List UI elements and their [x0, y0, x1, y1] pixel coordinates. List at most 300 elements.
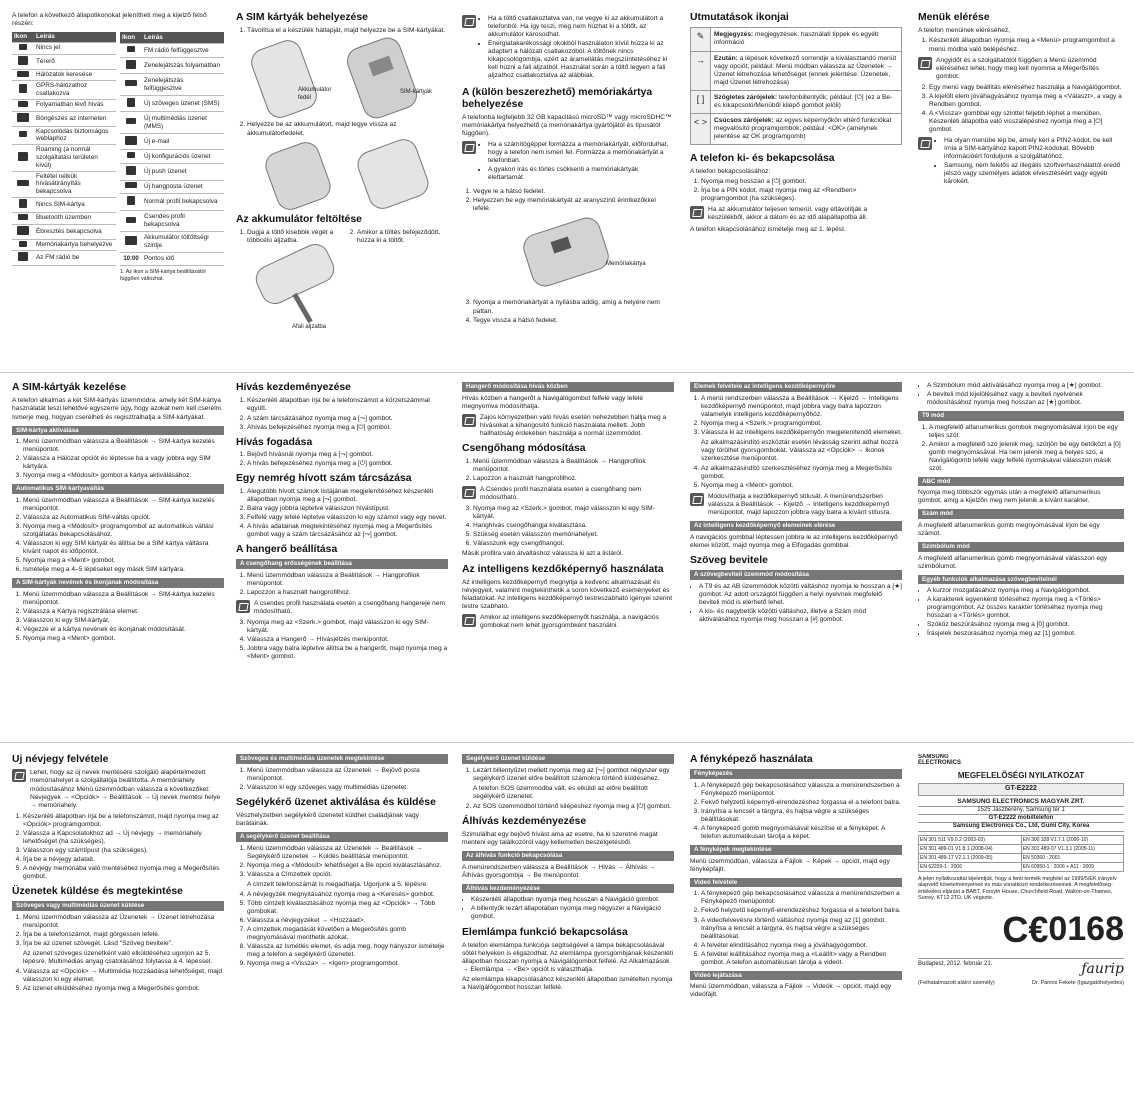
heading-guide: Útmutatások ikonjai: [690, 12, 789, 23]
signature-image: ƒaurip: [1081, 960, 1124, 977]
note-bullet: • Ha a töltő csatlakoztatva van, ne vegye ki az akkumulátort a telefonból. Ha így teszi, meg nem húzhat ki a töltőt, az akkumulátor károsodhat.: [488, 15, 674, 39]
step: 3. Nyomja meg az <Szerk.> gombot, majd válasszon ki egy SIM-kártyát.: [247, 619, 448, 635]
table-row: [12, 145, 116, 171]
step: 3. Nyomja meg a <Módosít> gombot a kártya aktiválásához.: [23, 472, 224, 480]
step: 2. Helyezze be az akkumulátort, majd tegye vissza az akkumulátorfedelet.: [247, 121, 448, 137]
note-bullet: • Energiatakarékossági okokból használaton kívül húzza ki az adaptert a hálózati csatlakozóból. A töltőnek nincs kikapcsológombja, ezért az áramellátás megszüntetéséhez ki kell húzni a fali aljzatból. Használat során a töltő legyen a fali aljzathoz csatlakoztatva az alábbiak.: [488, 40, 674, 80]
status-icon: [126, 166, 136, 175]
note-text: Amikor az intelligens kezdőképernyőt használja, a navigációs gombokat nem lehet gyorsgombként használni.: [480, 614, 659, 630]
icon-description: Normál profil bekapcsolva: [142, 194, 224, 211]
step: 5. Jobbra vagy balra léptetve állítsa be a hangerőt, majd nyomja meg a <Ment> gombot.: [247, 645, 448, 661]
heading-make-call: Hívás kezdeményezése: [236, 382, 351, 393]
declaration-body: A jelen nyilatkozattal kijelentjük, hogy a fenti termék megfelel az 1999/5/EK irányelv alapvető követelményeinek és más vonatkozó rendelkezéseinek. A megfelelőség-értékelési eljárást a BABT, Forsyth House, Churchfield Road, Walton-on-Thames, Surrey, KT12 2TD, UK végezte.: [918, 876, 1117, 902]
status-icon: [127, 98, 135, 107]
step: • A kurzor mozgatásához nyomja meg a Navigálógombot.: [927, 587, 1124, 595]
table-row: [120, 95, 224, 112]
icon-description: Új e-mail: [142, 133, 224, 150]
heading-text-input: Szöveg bevitele: [690, 554, 768, 566]
step: 3. Nyomja meg a <Módosít> programgombot az automatikus váltási szolgáltatás bekapcsolásához.: [23, 523, 224, 539]
model-name: GT-E2222 mobiltelefon: [918, 815, 1124, 823]
label-wall-jack: Afali aljzatba: [292, 324, 327, 331]
panel-contacts: [12, 754, 224, 1109]
paragraph: Az intelligens kezdőképernyő megnyitja a kedvenc alkalmazásait és névjegyeit, valamint megtekinthetik a soron következő eseményeket és feladatokat. Az intelligens kezdőképernyő testreszabható igényei szerint testre szabható.: [462, 578, 673, 611]
step: • A karakterek egyenkénti törléséhez nyomja meg a <Törlés> programgombot. Az összes karakter törléséhez nyomja meg hosszan a <Törlés> gombot.: [927, 596, 1124, 620]
manufacturer: Samsung Electronics Co., Ltd, Gumi City, Korea: [918, 823, 1124, 831]
subheading: A segélykérő üzenet beállítása: [236, 832, 448, 842]
step: 2. Nyomja meg a <Módosít> lehetőséget a Be opció kiválasztásához.: [247, 862, 448, 870]
step: • A beviteli mód kijelöléséhez vagy a beviteli nyelvének módosításához nyomja meg hosszan az [★] gombot.: [927, 391, 1124, 407]
table-row: [12, 198, 116, 213]
standards-row: [919, 863, 1124, 872]
status-icon: [17, 113, 29, 122]
table-row: [120, 57, 224, 74]
icon-description: Nincs SIM-kártya: [34, 198, 116, 213]
signature-note: (Felhatalmazott aláíró személy): [918, 979, 995, 986]
phone-cover-illustration: [354, 135, 433, 213]
paragraph: Menü üzemmódban, válassza a Fájlok → Videók → opciót, majd egy videófájlt.: [690, 983, 892, 999]
table-row: [120, 150, 224, 163]
subheading: Szimbólum mód: [918, 542, 1124, 552]
heading-sos: Segélykérő üzenet aktiválása és küldése: [236, 796, 436, 808]
memory-paragraph: A telefonba legfeljebb 32 GB kapacitású microSD™ vagy microSDHC™ memóriakártya helyezhető (a memóriakártya gyártójától és típusától függően).: [462, 114, 672, 138]
illustration-battery: [236, 140, 448, 208]
step: 3. Ahívás befejezéséhez nyomja meg a [⏻] gombot.: [247, 424, 448, 432]
paragraph: Hívás közben a hangerőt a Navigálógombot felfelé vagy lefelé megnyomva módosíthatja.: [462, 394, 644, 410]
icon-description: Böngészés az interneten: [34, 111, 116, 126]
note-icon: [918, 137, 932, 150]
note-text: A csendes profil használata esetén a csengőhang hangereje nem módosítható.: [254, 599, 445, 615]
step: 5. Nyomja meg a <Ment> gombot.: [23, 635, 224, 643]
step: 3. Válasszon egy számtípust (ha szükséges).: [23, 847, 224, 855]
note-icon: [690, 206, 704, 219]
subheading: Szöveges és multimédiás üzenetek megtekintése: [236, 754, 448, 764]
note-icon: [690, 493, 704, 506]
declaration-title: MEGFELELŐSÉGI NYILATKOZAT: [957, 770, 1085, 780]
panel-sim-manage: [12, 382, 224, 737]
col-header-icon: Ikon: [12, 32, 34, 42]
step: • A billentyűk lezárt állapotában nyomja meg négyszer a Navigáció gombot.: [471, 905, 674, 921]
subheading: Szám mód: [918, 509, 1124, 519]
guide-symbol-icon: →: [691, 51, 711, 90]
status-icon: [126, 60, 136, 69]
status-icon: [18, 214, 28, 220]
heading-memory-card: A (külön beszerezhető) memóriakártya behelyezése: [462, 87, 653, 110]
status-icon: [125, 236, 137, 245]
step: 5. Nyomja meg a <Ment> gombot.: [23, 557, 224, 565]
notified-body-number: 0168: [1048, 909, 1124, 948]
status-icon: [127, 152, 135, 158]
guide-term: Szögletes zárójelek:: [714, 93, 778, 101]
table-row: [12, 99, 116, 111]
step: 2. Válassza a Kapcsolatokhoz ad → Új névjegy → memóriahely lehetőséget (ha szükséges).: [23, 830, 224, 846]
step: 1. Bejövő hívásnál nyomja meg a [⤳] gombot.: [247, 451, 448, 459]
heading-sim-insert: A SIM kártyák behelyezése: [236, 12, 368, 23]
step: 2. Amikor a megfelelő szó jelenik meg, szűrjön be egy betűközt a [0] gomb megnyomásával. Ha nem jelenik meg a helyes szó, a Navigálógomb lefelé vagy felfelé nyomásával válasszon másik szót.: [929, 441, 1124, 473]
note-bullet: • A gyakori írás és törlés csökkenti a memóriakártyák élettartamát.: [488, 166, 674, 182]
product-code: GT-E2222: [918, 783, 1124, 796]
step: 1. A fényképező gép bekapcsolásához válassza a menürendszerben a Fényképező menüpontot.: [701, 782, 902, 798]
step: 1. Menü üzemmódban válassza a Beállítások → Hangprofilok menüpontot.: [247, 572, 448, 588]
note-bullet: • Ha olyan menübe lép be, amely kéri a PIN2-kódot, be kell írnia a SIM-kártyához kapott PIN2-kódokat. Bővebb információért forduljunk a szolgáltatóhoz.: [944, 137, 1124, 161]
paragraph: A telefon elemlámpa funkciója segítségével a lámpa bekapcsolásával sötét helyeken is eligazodhat. Az elemlámpa gyorsgombjának készenléti állapotban hosszan nyomja a Navigálógombot felfelé. Az Alkalmazások → Elemlámpa → <Be> opciót is választhatja.: [462, 941, 674, 974]
guide-symbol-icon: < >: [691, 113, 711, 144]
label-sim-cards: SIM-kártyák: [400, 89, 433, 96]
note-bullet: • Ha a számítógéppel formázza a memóriakártyát, előfordulhat, hogy a telefon nem ismeri fel. Formázza a memóriakártyát a telefonban.: [488, 141, 674, 165]
subheading: Egyéb funkciók alkalmazása szövegbevitelnél: [918, 575, 1124, 585]
icon-description: Memóriakártya behelyezve: [34, 239, 116, 251]
step: 1. Készenléti állapotban nyomja meg a <Menü> programgombot a menü módba való belépéshez.: [929, 37, 1124, 53]
standard-cell: EN 301 511 V9.0.2 (2003-03): [919, 835, 1022, 844]
step: 3. A videofelvevésre történő váltáshoz nyomja meg az [1] gombot. Irányítsa a lencsét a tárgyra, és hajtsa végre a szükséges beállításokat.: [701, 917, 902, 941]
step: 4. Végezze el a kártya nevének és ikonjának módosítását.: [23, 626, 224, 634]
subheading: Az intelligens kezdőképernyő elemeinek elérése: [690, 521, 902, 531]
step: 2. Írja be a PIN kódot, majd nyomja meg az <Rendben> programgombot (ha szükséges).: [701, 187, 902, 203]
icon-description: Feltétel nélküli hívásátirányítás bekapcsolva: [34, 171, 116, 197]
status-icon: [127, 46, 135, 52]
indent-paragraph: Az alkalmazásindító eszköztár esetén lévásság szerint adhat hozzá vagy törölhet gyorsgombokat. Válassza az <Opciók> → Ikonok szerkesztése menüpontot.: [701, 438, 899, 462]
heading-new-contact: Új névjegy felvétele: [12, 754, 109, 765]
step: 4. Tegye vissza a hátsó fedelet.: [473, 317, 674, 325]
on-note: [690, 206, 902, 222]
samsung-logo: SAMSUNG ELECTRONICS: [918, 754, 962, 767]
icon-description: Akkumulátor töltöttségi szintje: [142, 232, 224, 253]
step: • Készenléti állapotban nyomja meg hosszan a Navigáció gombot.: [471, 896, 674, 904]
menu-note: [918, 57, 1124, 81]
note-icon: [236, 600, 250, 613]
volume-note: [236, 600, 448, 616]
step: 5. A felvétel leállításához nyomja meg a <Leállít> vagy a Rendben gombot. A telefon automatikusan tárolja a videót.: [701, 951, 902, 967]
status-icon: [19, 84, 27, 93]
icon-description: Roaming (a normál szolgáltatási területen kívül): [34, 145, 116, 171]
icon-description: Kapcsolódás biztonságos weblaphoz: [34, 126, 116, 145]
guide-row: [691, 51, 902, 90]
phone-battery-illustration: [261, 138, 334, 214]
step: 2. Válasszon ki egy szöveges vagy multimédiás üzenetet.: [247, 784, 448, 792]
phone-back-illustration: [247, 37, 320, 122]
paragraph: A navigációs gombbal léptessen jobbra le az intelligens kezdőképernyő elemei között, majd nyomja meg a Elfogadás gombbal.: [690, 533, 898, 549]
charging-note: [462, 15, 674, 83]
status-icon: [126, 217, 136, 223]
table-row: [12, 224, 116, 239]
paragraph: A menürendszerben válassza a Beállítások → Hívás → Álhívás → Álhívás gyorsgombja → Be menüpontot.: [462, 863, 656, 879]
step: 5. Több címzett kiválasztásához nyomja meg az <Opciók> → Több gombokat.: [247, 900, 448, 916]
heading-on-off: A telefon ki- és bekapcsolása: [690, 152, 835, 164]
step: 4. Válassza a Hangerő → Hívásjelzés menüpontot.: [247, 636, 448, 644]
step: 4. A névjegyzék megnyitásához nyomja meg a <Keresés> gombot.: [247, 891, 448, 899]
guide-desc: az egyes képernyőkön eltérő funkciókat megvalósító programgombok; például: <OK> (amelynek jelentése az OK programgomb): [714, 116, 892, 140]
subheading: Álhívás kezdeményezése: [462, 884, 674, 894]
table-row: [120, 133, 224, 150]
step: • A kis- és nagybetűk közötti váltáshoz, illetve a Szám mód aktiválásához nyomja meg hosszan a [#] gombot.: [699, 608, 902, 624]
col-header-desc: Leírás: [34, 32, 116, 42]
col-header-desc: Leírás: [142, 32, 224, 44]
heading-charge: Az akkumulátor feltöltése: [236, 213, 362, 225]
guide-desc: telefonbillentyűk; például: [⏻] (ez a Be- és kikapcsoló/Menüből kilépő gombot jelöli): [714, 93, 893, 109]
standard-cell: EN 301 489-07 V1.3.1 (2005-11): [1021, 844, 1123, 853]
note-icon: [462, 486, 476, 499]
subheading: T9 mód: [918, 411, 1124, 421]
step: 1. Dugja a töltő kisebbik végét a többcélú aljzatba.: [247, 229, 338, 245]
status-icon: [18, 252, 28, 261]
standard-cell: EN 301 489-17 V2.1.1 (2009-05): [919, 853, 1022, 862]
heading-fake-call: Álhívás kezdeményezése: [462, 815, 587, 827]
step: 5. Szükség esetén válasszon memóriahelyet.: [473, 531, 674, 539]
standard-cell: EN 301 489-01 V1.8.1 (2008-04): [919, 844, 1022, 853]
table-row: [12, 54, 116, 69]
note-icon: [12, 769, 26, 782]
status-icon: [125, 136, 137, 145]
step: 6. Válassza a névjegyzéket → <Hozzáad>.: [247, 917, 448, 925]
heading-volume: A hangerő beállítása: [236, 543, 338, 555]
guide-term: Ezután:: [714, 54, 738, 62]
standards-row: [919, 844, 1124, 853]
step: 2. Az SOS üzemmódból történő kilépéshez nyomja meg a [⏻] gombot.: [473, 803, 674, 811]
subheading: Szöveges vagy multimédiás üzenet küldése: [12, 901, 224, 911]
table-row: [12, 126, 116, 145]
step: 1. Távolítsa el a készülék hátlapját, majd helyezze be a SIM-kártyákat.: [247, 27, 448, 35]
icon-description: Zenelejátszás felfüggesztve: [142, 74, 224, 95]
note-icon: [462, 15, 476, 28]
step: 1. Menü üzemmódban válassza a Beállítások → SIM-kártya kezelés menüpontot.: [23, 497, 224, 513]
table-row: [120, 194, 224, 211]
step: 2. Válassza a Hálózat opciót és léptesse ba a vagy jobbra egy SIM kártyára.: [23, 455, 224, 471]
heading-smart-home: Az intelligens kezdőképernyő használata: [462, 563, 664, 575]
panel-sos-send: [462, 754, 674, 1109]
icon-description: FM rádió felfüggesztve: [142, 44, 224, 57]
heading-ringtone: Csengőhang módosítása: [462, 442, 586, 454]
step: 2. A hívás befejezéséhez nyomja meg a [⏻] gombot.: [247, 460, 448, 468]
step: 1. Nyomja meg hosszan a [⏻] gombot.: [701, 178, 902, 186]
step: 5. A névjegy memóriába való mentéséhez nyomja meg a Megerősítés gombot.: [23, 865, 224, 881]
step: 2. Egy menü vagy beállítás eléréséhez használja a Navigálógombot.: [929, 84, 1124, 92]
step: 5. Nyomja meg a <Ment> gombot.: [701, 482, 902, 490]
guide-symbol-icon: ✎: [691, 28, 711, 51]
icon-description: Bluetooth üzemben: [34, 212, 116, 224]
guide-desc: megjegyzések, használati tippek és egyéb információ: [714, 31, 879, 47]
note-text: Angyidőt és a szolgáltatótól függően a Menü üzemmód eléréséhez lehet, hogy meg kell nyomnia a Megerősítés gombot.: [936, 56, 1100, 80]
step: 1. Vegye le a hátsó fedelet.: [473, 188, 674, 196]
panel-ringtone: [462, 382, 674, 737]
step: 6. Válasszunk egy csengőhangot.: [473, 540, 674, 548]
status-icon: [18, 152, 28, 161]
standard-cell: EN 50360 : 2001: [1021, 853, 1123, 862]
panel-input-modes: [918, 382, 1124, 737]
subheading: Videó lejátszása: [690, 971, 902, 981]
table-row: [120, 163, 224, 180]
note-text: A Csendes profil használata esetén a csengőhang nem módosítható.: [480, 486, 642, 502]
menus-intro: A telefon menüinek eléréséhez,: [918, 27, 1011, 35]
table-row: [12, 212, 116, 224]
subheading: Az álhívás funkció bekapcsolása: [462, 851, 674, 861]
paragraph: A megfelelő alfanumerikus gomb megnyomásával válasszon egy szimbólumot.: [918, 554, 1108, 570]
table-row: [12, 251, 116, 266]
note-text: Módosíthatja a kezdőképernyő stílusát. A menürendszerben válassza a Beállítások → Kijelző → Intelligens kezdőképernyő menüpontot, majd lapozzon jobbra vagy balra a kívánt stílusra.: [708, 492, 892, 516]
step: 3. Válassza ki az intelligens kezdőképernyőn megjelenítendő elemeket.: [701, 429, 902, 437]
panel-memory-card: [462, 12, 674, 367]
ringtone-note: [462, 486, 674, 502]
step: 2. Fekvő helyzetű képernyő-elrendezéshez forgassa el a telefont balra.: [701, 907, 902, 915]
col-header-icon: Ikon: [120, 32, 142, 44]
icon-description: Új szöveges üzenet (SMS): [142, 95, 224, 112]
step: 8. Válassza az Ismétlés elemet, és adja meg, hogy hányszor ismételje meg a telefon a segélykérő üzenetet.: [247, 943, 448, 959]
smart-home-note: [462, 614, 674, 630]
status-icon: [19, 131, 27, 137]
heading-answer-call: Hívás fogadása: [236, 436, 313, 448]
step: • Írásjelek beszúrásához nyomja meg az [1] gombot.: [927, 630, 1124, 638]
step: 3. Felfelé vagy lefelé léptetve válasszon ki egy számot vagy egy nevet.: [247, 514, 448, 522]
paragraph: Nyomja meg többször egymás után a megfelelő alfanumerikus gombot, amíg a kijelzőn meg nem jelenik a kívánt karakter.: [918, 489, 1101, 505]
icon-description: Csendes profil bekapcsolva: [142, 210, 224, 231]
step: 2. Nyomja meg a <Szerk.> programgombot.: [701, 420, 902, 428]
status-icon: [19, 199, 27, 208]
indent-paragraph: Az üzenet szöveges üzenetként való elküldéséhez ugorjon az 5. lépésre. Multimédiás anyag csatolásához folytassa a 4. lépéssel.: [23, 949, 213, 965]
icon-table-right: [120, 32, 224, 266]
paragraph: Vészhelyzetben segélykérő üzenetet küldhet családjának vagy barátainak.: [236, 812, 419, 828]
icon-description: Nincs jel: [34, 42, 116, 54]
table-row: [12, 69, 116, 81]
indent-paragraph: A címzett telefonszámát is megadhatja. Ugorjunk a 5. lépésre.: [247, 880, 429, 888]
company-name: SAMSUNG ELECTRONICS MAGYAR ZRT.: [918, 798, 1124, 807]
status-icon: [125, 80, 137, 86]
icon-description: Új hangposta üzenet: [142, 180, 224, 193]
step: 3. Válasszon ki egy SIM-kártyát.: [23, 617, 224, 625]
icon-table-left: [12, 32, 116, 266]
panel-sim-insert: [236, 12, 448, 367]
memory-note: [462, 141, 674, 185]
status-icon: [125, 182, 137, 188]
step: 4. Válassza az <Opciók> → Multimédia hozzáadása lehetőséget, majd válasszon ki egy elemet.: [23, 968, 224, 984]
subheading: A csengőhang erősségének beállítása: [236, 559, 448, 569]
step: • A Szimbólum mód aktiválásához nyomja meg a [★] gombot.: [927, 382, 1124, 390]
illustration-memory-card: [462, 217, 674, 295]
step: 2. A szám tárcsázásához nyomja meg a [⤳] gombot.: [247, 415, 448, 423]
subheading: Automatikus SIM-kártyaváltás: [12, 484, 224, 494]
table-row: [120, 210, 224, 231]
paragraph: A megfelelő alfanumerikus gomb megnyomásával írjon be egy számot.: [918, 522, 1100, 538]
phone-card-illustration: [520, 214, 613, 290]
step: 2. Balra vagy jobbra léptetve válasszon hívástípust.: [247, 505, 448, 513]
step: 4. A <Vissza> gombbal egy szinttel feljebb léphet a menüben. Készenléti állapotba való visszalépéshez nyomja meg a [⏻] gombot.: [929, 110, 1124, 134]
note-text: Ha az akkumulátor teljesen lemerül, vagy eltávolítják a készülékből, akkor a dátum és az idő alapállapotba áll.: [708, 206, 868, 222]
status-icon: [18, 56, 28, 65]
panel-guide: [690, 12, 902, 367]
label-memory-card: Memóriakártya: [606, 261, 646, 268]
subheading: Segélykérő üzenet küldése: [462, 754, 674, 764]
table-row: [120, 44, 224, 57]
step: 2. Helyezzen be egy memóriakártyát az aranyszínű érintkezőkkel lefelé.: [473, 197, 674, 213]
panel-sos-setup: [236, 754, 448, 1109]
subheading: Fényképezés: [690, 769, 902, 779]
status-icon: [17, 226, 29, 235]
standards-row: [919, 853, 1124, 862]
step: 1. Menü üzemmódban válassza a Beállítások → SIM-kártya kezelés menüpontot.: [23, 591, 224, 607]
call-volume-note: [462, 414, 674, 438]
step: 5. Az üzenet elküldéséhez nyomja meg a Megerősítés gombot.: [23, 985, 224, 993]
illustration-charger: [236, 248, 448, 332]
note-text: Lehet, hogy az új nevek mentésére szolgáló alapértelmezett memóriahelyet a szolgáltatója beállította. A memóriahely módosításához Menü üzemmódban válassza a következőket: Névjegyek → <Opciók> → Beállítások → Új nevek mentési helye → memóriahely.: [30, 769, 221, 809]
step: 4. Az alkalmazásindító szerkesztéséhez nyomja meg a Megerősítés gombot.: [701, 465, 902, 481]
panel-menus: [918, 12, 1124, 367]
icons-intro: A telefon a következő állapotikonokat jelenítheti meg a kijelző felső részén:: [12, 12, 207, 28]
guide-term: Csúcsos zárójelek:: [714, 116, 774, 124]
table-row: [12, 81, 116, 100]
subheading: ABC mód: [918, 477, 1124, 487]
ce-mark: C€ 0168: [1002, 908, 1124, 950]
sim-manage-intro: A telefon alkalmas a két SIM-kártyás üzemmódra, amely két SIM-kártya használatát teszi lehetővé egyszerre úgy, hogy azokat nem kell cserélni. Ismerje meg, hogyan cserélheti és regisztrálhatja a SIM-kártyákat.: [12, 397, 223, 421]
panel-declaration: [918, 754, 1124, 1109]
standard-cell: EN 62209-1 : 2006: [919, 863, 1022, 872]
note-bullet: • Samsung, nem felelős az illegális szoftverhasználattól eredő jelszó vagy személyes adatok elvesztéséért vagy egyéb károkért.: [944, 162, 1124, 186]
company-address: 1525 Jászberény, Samsung tér 1: [918, 807, 1124, 815]
icons-footnote: 1. Az ikon a SIM-kártya beállításától függően változhat.: [120, 269, 206, 282]
icon-description: Az FM rádió be: [34, 251, 116, 266]
step: 2. Fekvő helyzetű képernyő-elrendezéshez forgassa el a telefont balra.: [701, 799, 902, 807]
contact-note: [12, 769, 224, 809]
heading-sim-manage: A SIM-kártyák kezelése: [12, 382, 126, 393]
status-icon: [127, 196, 135, 205]
step: 4. Válasszon ki egy SIM kártyát és állítsa be a SIM kártya váltásra kívánt napot és időpontot.: [23, 540, 224, 556]
note-text: Zajos környezetben való hívás esetén nehezebben hallja meg a hívásokat a kihangosító funkció használata mellett. Jobb hallhatóság érdekében használja a normál üzemmódot.: [480, 413, 667, 437]
step: 1. Készenléti állapotban írja be a telefonszámot a körzetszámmal együtt.: [247, 397, 448, 413]
step: 3. Nyomja meg az <Szerk.> gombot, majd válasszon ki egy SIM-kártyát.: [473, 505, 674, 521]
step: 1. Menü üzemmódban válassza a Beállítások → Hangprofilok menüpontot.: [473, 458, 674, 474]
icon-description: Új push üzenet: [142, 163, 224, 180]
guide-symbol-icon: [ ]: [691, 90, 711, 113]
step: 4. A fényképező gomb megnyomásával készítse el a fényképet. A telefon automatikusan tárolja a képet.: [701, 825, 902, 841]
guide-term: Megjegyzés:: [714, 31, 754, 39]
step: 1. A fényképező gép bekapcsolásához válassza a menürendszerben a Fényképező menüpontot.: [701, 890, 902, 906]
standard-cell: EN 300 328 V1.7.1 (2006-10): [1021, 835, 1123, 844]
on-intro: A telefon bekapcsolásához:: [690, 168, 771, 176]
subheading: A fényképek megtekintése: [690, 845, 902, 855]
note-icon: [462, 141, 476, 154]
icon-description: Pontos idő: [142, 253, 224, 266]
off-paragraph: A telefon kikapcsolásához ismételje meg az 1. lépést.: [690, 226, 846, 234]
step: 9. Nyomja meg a <Vissza> → <Igen> programgombot.: [247, 960, 448, 968]
subheading: A szövegbeviteli üzemmód módosítása: [690, 570, 902, 580]
standard-cell: EN 60950-1 : 2006 + A11 : 2009: [1021, 863, 1123, 872]
indent-paragraph: A telefon SOS üzemmódba vált, és elküldi az előre beállított segélykérő üzenetet.: [473, 784, 648, 800]
step: 2. Válassza a Kártya regisztrálása elemet.: [23, 608, 224, 616]
guide-desc: a lépések következő sorrendje a kiválasztandó menüt vagy opciót; például: Menü módban válassza az Üzenetek → Üzenet létrehozása lehetőséget (ennek jelentése: Üzenetek, majd Üzenet létrehozása): [714, 54, 897, 86]
icon-description: Ébresztés bekapcsolva: [34, 224, 116, 239]
step: • A T9 és az AB üzemmódok közötti váltáshoz nyomja le hosszan a [★] gombot. Az adott országtól függően a helyi nyelvnek megfelelő beviteli mód is elérhető lehet.: [699, 583, 902, 607]
icon-description: Zenelejátszás folyamatban: [142, 57, 224, 74]
step: 1. A menü rendszerben válassza a Beállítások → Kijelző → Intelligens kezdőképernyő menüpontot, majd jobbra vagy balra lapozzon valamelyik intelligens kezdőképernyőhöz.: [701, 395, 902, 419]
icon-description: Új multimédiás üzenet (MMS): [142, 112, 224, 133]
signatory-name: Dr. Pannis Fekete (Igazgatóhelyettes): [1031, 979, 1124, 986]
heading-flashlight: Elemlámpa funkció bekapcsolása: [462, 926, 628, 938]
heading-messages: Üzenetek küldése és megtekintése: [12, 885, 183, 897]
paragraph: Szimulálhat egy bejövő hívást ama az esetre, ha ki szeretné magát menteni egy találkozóról vagy kellemetlen beszélgetésből.: [462, 831, 658, 847]
heading-redial: Egy nemrég hívott szám tárcsázása: [236, 473, 412, 485]
subheading: SIM-kártya aktiválása: [12, 426, 224, 436]
step: 2. Írja be a telefonszámot, majd görgessen lefelé.: [23, 931, 224, 939]
menu-note-2: [918, 137, 1124, 189]
label-battery-cover: Akkumulátor fedél: [298, 87, 332, 101]
step: 2. Lapozzon a használt hangprofilhoz.: [473, 475, 674, 483]
icon-description: Új konfigurációs üzenet: [142, 150, 224, 163]
table-row: [120, 180, 224, 193]
status-icon: [17, 180, 29, 186]
table-row: [12, 171, 116, 197]
note-icon: [918, 57, 932, 70]
standards-row: [919, 835, 1124, 844]
step: 2. Lapozzon a használt hangprofilhoz.: [247, 589, 448, 597]
step: 3. Nyomja a memóriakártyát a nyílásba addig, amíg a helyére nem pattan.: [473, 299, 674, 315]
guide-row: [691, 90, 902, 113]
step: 3. Írja be az üzenet szövegét. Lásd "Szöveg bevitele".: [23, 940, 224, 948]
